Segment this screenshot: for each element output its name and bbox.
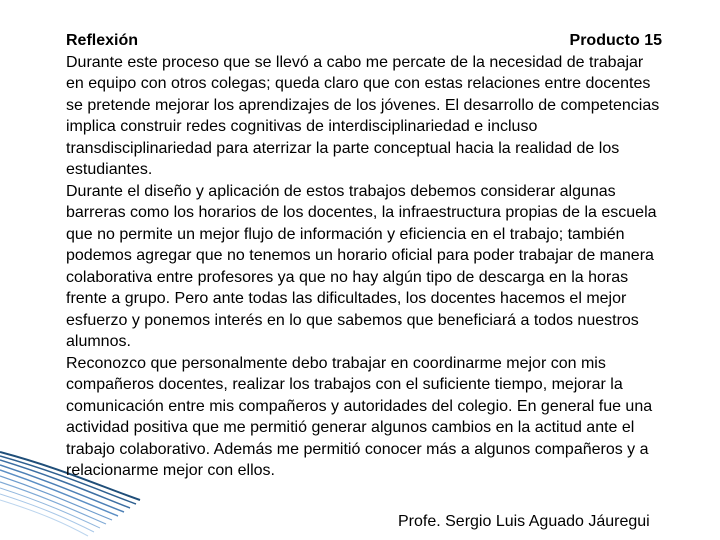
header-line xyxy=(66,30,662,52)
document-title: Reflexión xyxy=(66,32,139,49)
wave-line xyxy=(0,500,88,536)
signature: Profe. Sergio Luis Aguado Jáuregui xyxy=(398,513,650,530)
paragraph-1: Durante este proceso que se llevó a cabo me percate de la necesidad de trabajar en equipo con otros colegas; queda claro que con estas relaciones entre docentes se pretende mejorar los aprendizajes de los jóvenes. El desarrollo de competencias implica construir redes cognitivas de interdisciplinariedad e incluso transdisciplinariedad para aterrizar la parte conceptual hacia la realidad de los estudiantes. xyxy=(66,53,660,178)
wave-line xyxy=(0,482,106,524)
paragraph-3: Reconozco que personalmente debo trabajar en coordinarme mejor con mis compañeros docentes, realizar los trabajos con el suficiente tiempo, mejorar la comunicación entre mis compañeros y autoridades del colegio. En general fue una actividad positiva que me permitió generar algunos cambios en la actitud ante el trabajo colaborativo. Además me permitió conocer más a algunos compañeros y a relacionarme mejor con ellos. xyxy=(66,354,653,479)
product-label: Producto 15 xyxy=(569,32,662,49)
paragraph-2: Durante el diseño y aplicación de estos trabajos debemos considerar algunas barreras como los horarios de los docentes, la infraestructura propias de la escuela que no permite un mejor flujo de información y eficiencia en el trabajo; también podemos agregar que no tenemos un horario oficial para poder trabajar de manera colaborativa entre profesores ya que no hay algún tipo de descarga en la horas frente a grupo. Pero ante todas las dificultades, los docentes hacemos el mejor esfuerzo y ponemos interés en lo que sabemos que beneficiará a todos nuestros alumnos. xyxy=(66,182,657,350)
reflection-text xyxy=(66,30,662,482)
